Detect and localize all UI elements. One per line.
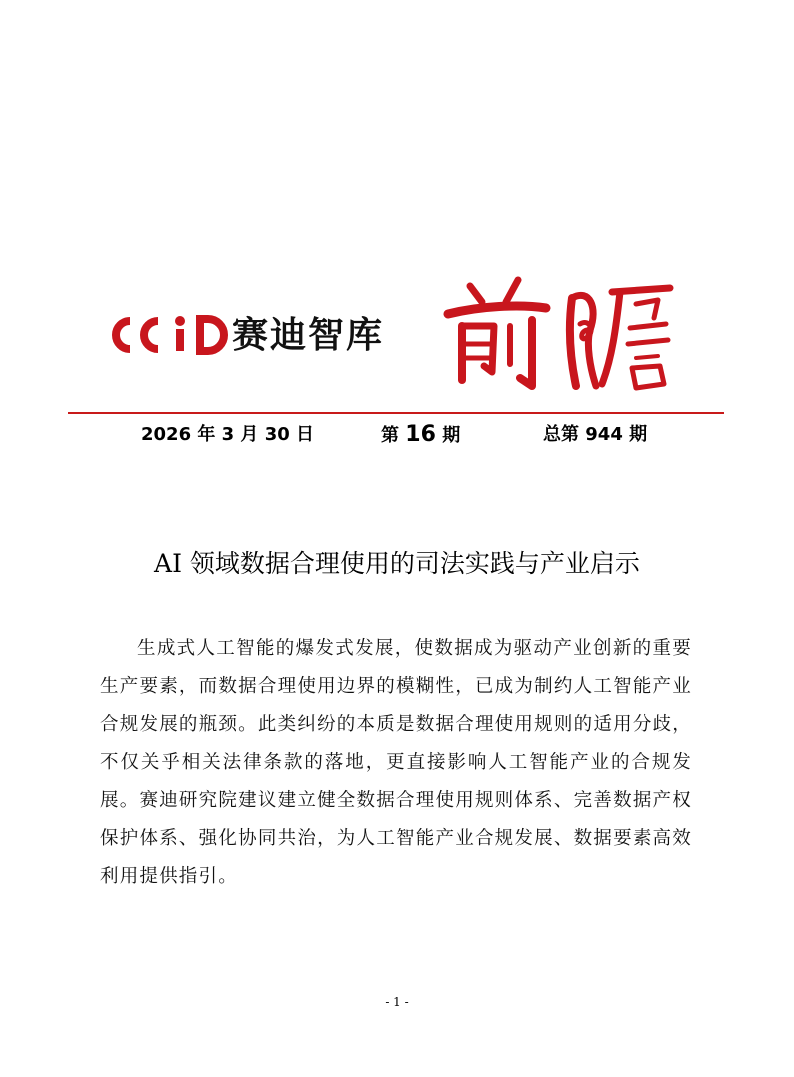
calligraphy-title-qianzhan xyxy=(440,268,680,398)
issue-number xyxy=(381,421,460,450)
issue-number-suffix: 期 xyxy=(442,425,461,446)
issue-number-prefix: 第 xyxy=(381,425,399,446)
brand-name-cn: 赛迪智库 xyxy=(232,315,385,356)
issue-date: 2026 年 3 月 30 日 xyxy=(141,424,315,445)
article-abstract: 生成式人工智能的爆发式发展，使数据成为驱动产业创新的重要生产要素，而数据合理使用边界的模糊性，已成为制约人工智能产业合规发展的瓶颈。此类纠纷的本质是数据合理使用规则的适用分歧，不仅关乎相关法律条款的落地，更直接影响人工智能产业的合规发展。赛迪研究院建议建立健全数据合理使用规则体系、完善数据产权保护体系、强化协同共治，为人工智能产业合规发展、数据要素高效利用提供指引。 xyxy=(100,638,692,887)
page-number: - 1 - xyxy=(385,995,409,1009)
issue-number-value: 16 xyxy=(405,422,436,447)
masthead-divider xyxy=(68,412,724,414)
article-title: AI 领域数据合理使用的司法实践与产业启示 xyxy=(154,549,640,578)
issue-total: 总第 944 期 xyxy=(543,424,648,445)
ccid-logo xyxy=(108,311,228,359)
